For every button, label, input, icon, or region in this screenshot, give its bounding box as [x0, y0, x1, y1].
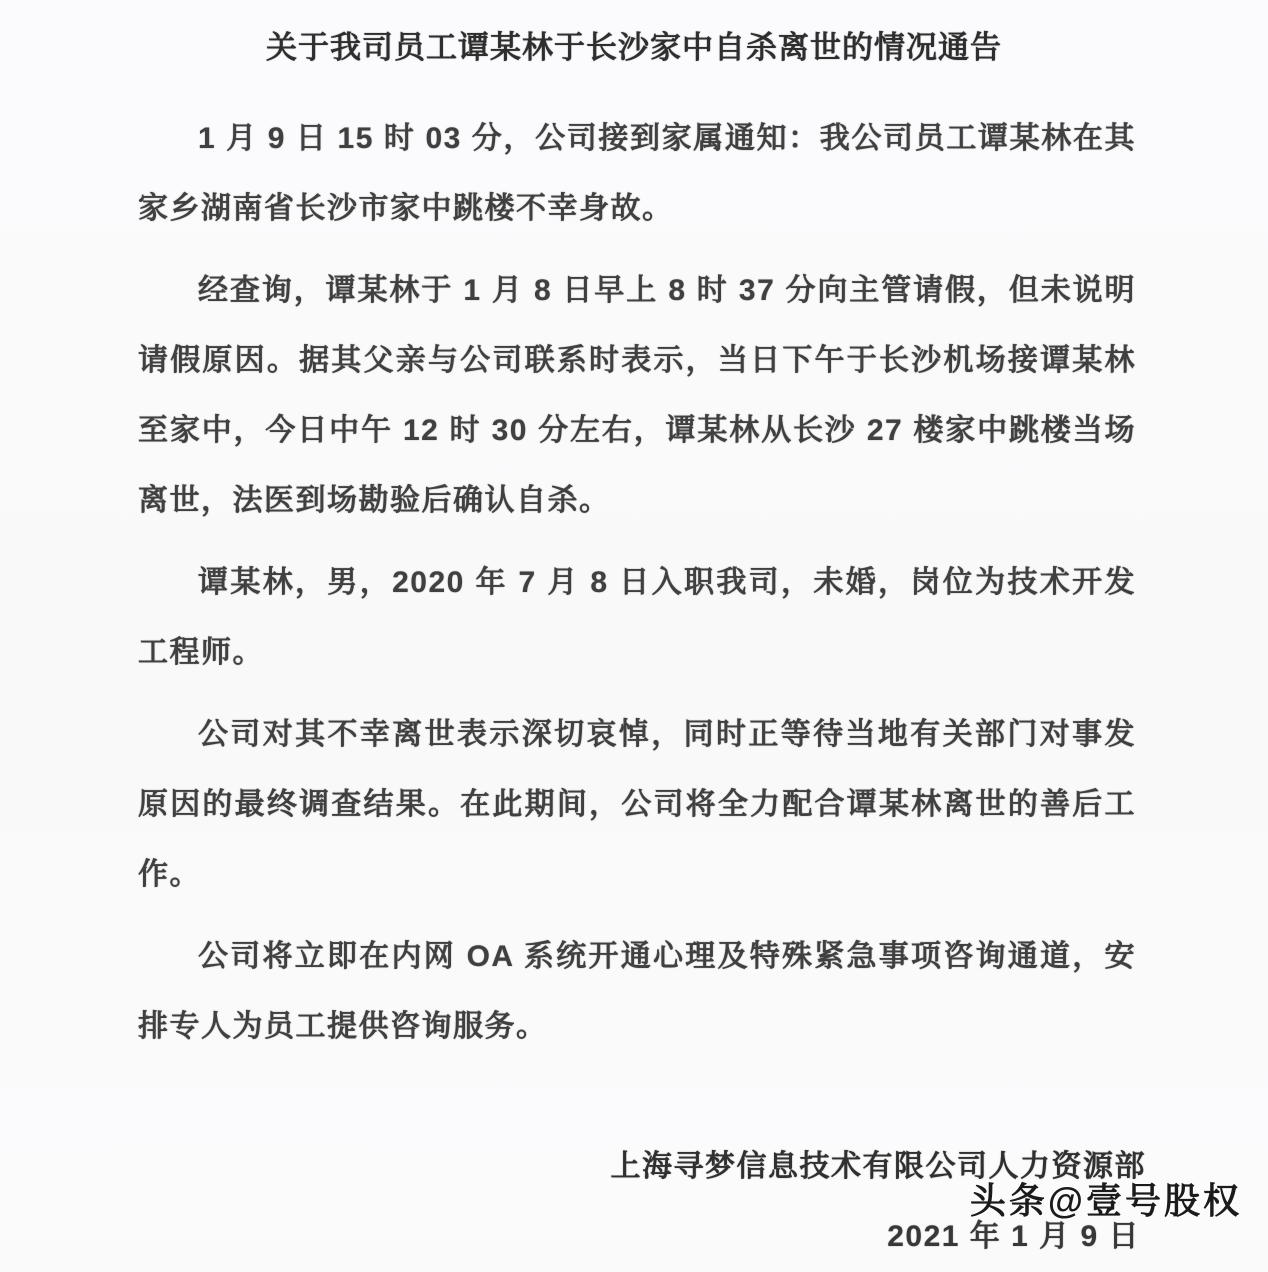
watermark-text: 头条@壹号股权	[969, 1180, 1242, 1221]
document-title: 关于我司员工谭某林于长沙家中自杀离世的情况通告	[266, 30, 1002, 65]
signature-date: 2021 年 1 月 9 日	[887, 1220, 1140, 1253]
watermark	[970, 1173, 1242, 1224]
paragraph-support-measures: 公司将立即在内网 OA 系统开通心理及特殊紧急事项咨询通道，安排专人为员工提供咨询服务。	[138, 940, 1136, 1043]
paragraph-employee-info: 谭某林，男，2020 年 7 月 8 日入职我司，未婚，岗位为技术开发工程师。	[138, 566, 1136, 669]
document-body	[138, 104, 1136, 1062]
signature-department: 上海寻梦信息技术有限公司人力资源部	[610, 1150, 1146, 1183]
paragraph-condolences: 公司对其不幸离世表示深切哀悼，同时正等待当地有关部门对事发原因的最终调查结果。在此期间，公司将全力配合谭某林离世的善后工作。	[138, 718, 1136, 891]
paragraph-investigation-details: 经查询，谭某林于 1 月 8 日早上 8 时 37 分向主管请假，但未说明请假原因。据其父亲与公司联系时表示，当日下午于长沙机场接谭某林至家中，今日中午 12 时 30 分左右，谭某林从长沙 27 楼家中跳楼当场离世，法医到场勘验后确认自杀。	[138, 274, 1136, 517]
paragraph-incident-report: 1 月 9 日 15 时 03 分，公司接到家属通知：我公司员工谭某林在其家乡湖南省长沙市家中跳楼不幸身故。	[138, 122, 1136, 225]
